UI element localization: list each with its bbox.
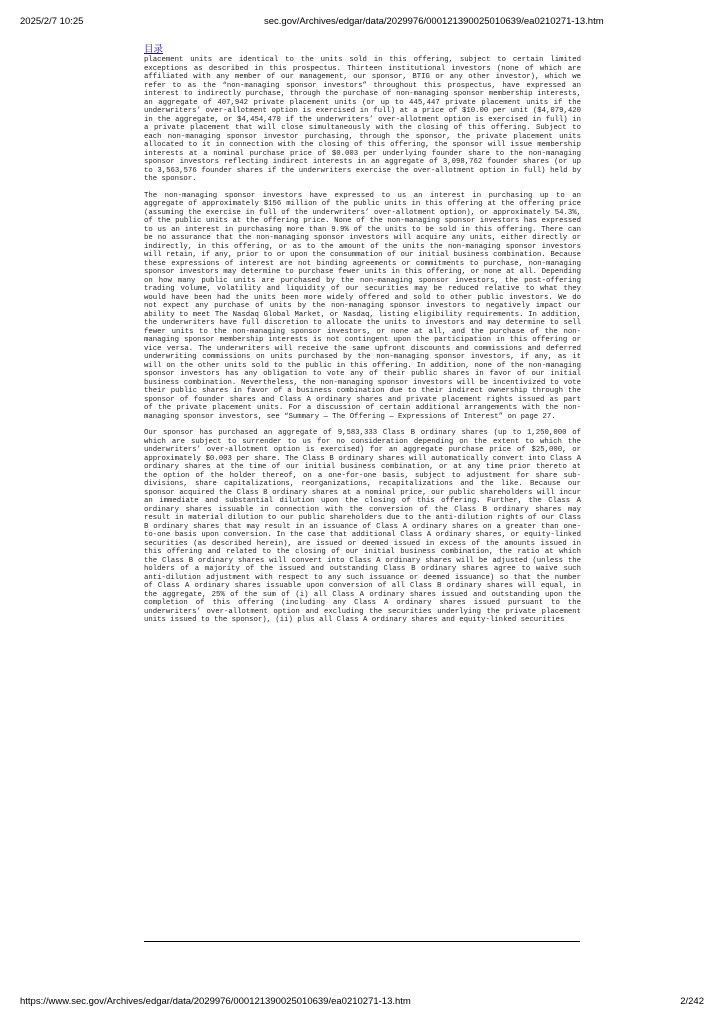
paragraph-non-managing-investors: The non-managing sponsor investors have expressed to us an interest in purchasing up to an aggregate of approximately $156 million of the public units in this offering at the offering price (assuming the exercise in full of the underwriters’ over-allotment option), or approximately 54.3%, of the public units at the offering price. None of the non-managing sponsor investors has expressed to us an interest in purchasing more than 9.9% of the units to be sold in this offering. There can be no assurance that the non-managing sponsor investors will acquire any units, either directly or indirectly, in this offering, or as to the amount of the units the non-managing sponsor investors will retain, if any, prior to or upon the consummation of our initial business combination. Because these expressions of interest are not binding agreements or commitments to purchase, non-managing sponsor investors may determine to purchase fewer units in this offering, or none at all. Depending on how many public units are purchased by the non-managing sponsor investors, the post-offering trading volume, volatility and liquidity of our securities may be reduced relative to what they would have been had the units been more widely offered and sold to other public investors. We do not expect any purchase of units by the non-managing sponsor investors to negatively impact our ability to meet The Nasdaq Global Market, or Nasdaq, listing eligibility requirements. In addition, the underwriters have full discretion to allocate the units to investors and may determine to sell fewer units to the non-managing sponsor investors, or none at all, and the purchase of the non-managing sponsor membership interests is not contingent upon the participation in this offering or vice versa. The underwriters will receive the same upfront discounts and commissions and deferred underwriting commissions on units purchased by the non-managing sponsor investors, if any, as it will on the other units sold to the public in this offering. In addition, none of the non-managing sponsor investors has any obligation to vote any of their public shares in favor of our initial business combination. Nevertheless, the non-managing sponsor investors will be incentivized to vote their public shares in favor of a business combination due to their indirect ownership through the sponsor of founder shares and Class A ordinary shares and private placement rights issued as part of the private placement units. For a discussion of certain additional arrangements with the non-managing sponsor investors, see “Summary — The Offering — Expressions of Interest” on page 27. <box>144 191 581 421</box>
document-body <box>144 56 581 633</box>
table-of-contents-link[interactable]: 目录 <box>144 44 164 55</box>
paragraph-class-b-shares: Our sponsor has purchased an aggregate of 9,583,333 Class B ordinary shares (up to 1,250,000 of which are subject to surrender to us for no consideration depending on the extent to which the underwriters’ over-allotment option is exercised) for an aggregate purchase price of $25,000, or approximately $0.003 per share. The Class B ordinary shares will automatically convert into Class A ordinary shares at the time of our initial business combination, or at any time prior thereto at the option of the holder thereof, on a one-for-one basis, subject to adjustment for share sub-divisions, share capitalizations, reorganizations, recapitalizations and the like. Because our sponsor acquired the Class B ordinary shares at a nominal price, our public shareholders will incur an immediate and substantial dilution upon the closing of this offering. Further, the Class A ordinary shares issuable in connection with the conversion of the Class B ordinary shares may result in material dilution to our public shareholders due to the anti-dilution rights of our Class B ordinary shares that may result in an issuance of Class A ordinary shares on a greater than one-to-one basis upon conversion. In the case that additional Class A ordinary shares, or equity-linked securities (as described herein), are issued or deemed issued in excess of the amounts issued in this offering and related to the closing of our initial business combination, the ratio at which the Class B ordinary shares will convert into Class A ordinary shares will be adjusted (unless the holders of a majority of the issued and outstanding Class B ordinary shares agree to waive such anti-dilution adjustment with respect to any such issuance or deemed issuance) so that the number of Class A ordinary shares issuable upon conversion of all Class B ordinary shares will equal, in the aggregate, 25% of the sum of (i) all Class A ordinary shares issued and outstanding upon the completion of this offering (including any Class A ordinary shares issued pursuant to the underwriters’ over-allotment option and excluding the securities underlying the private placement units issued to the sponsor), (ii) plus all Class A ordinary shares and equity-linked securities <box>144 429 581 624</box>
print-footer-url: https://www.sec.gov/Archives/edgar/data/2029976/000121390025010639/ea0210271-13.htm <box>20 996 411 1007</box>
paragraph-private-placement: placement units are identical to the units sold in this offering, subject to certain limited exceptions as described in this prospectus. Thirteen institutional investors (none of which are affiliated with any member of our management, our sponsor, BTIG or any other investor), which we refer to as the “non-managing sponsor investors” throughout this prospectus, have expressed an interest to indirectly purchase, through the purchase of non-managing sponsor membership interests, an aggregate of 407,942 private placement units (or up to 445,447 private placement units if the underwriters’ over-allotment option is exercised in full) at a price of $10.00 per unit ($4,079,420 in the aggregate, or $4,454,470 if the underwriters’ over-allotment option is exercised in full) in a private placement that will close simultaneously with the closing of this offering. Subject to each non-managing sponsor investor purchasing, through the sponsor, the private placement units allocated to it in connection with the closing of this offering, the sponsor will issue membership interests at a nominal purchase price of $0.003 per underlying founder share to the non-managing sponsor investors reflecting indirect interests in an aggregate of 3,098,762 founder shares (or up to 3,563,576 founder shares if the underwriters exercise the over-allotment option in full) held by the sponsor. <box>144 56 581 183</box>
print-footer <box>20 996 704 1010</box>
print-datetime: 2025/2/7 10:25 <box>20 16 84 27</box>
print-header-url: sec.gov/Archives/edgar/data/2029976/000121390025010639/ea0210271-13.htm <box>264 16 604 27</box>
print-header <box>20 16 704 30</box>
page-number: 2/242 <box>680 996 704 1007</box>
page-divider <box>144 941 580 942</box>
